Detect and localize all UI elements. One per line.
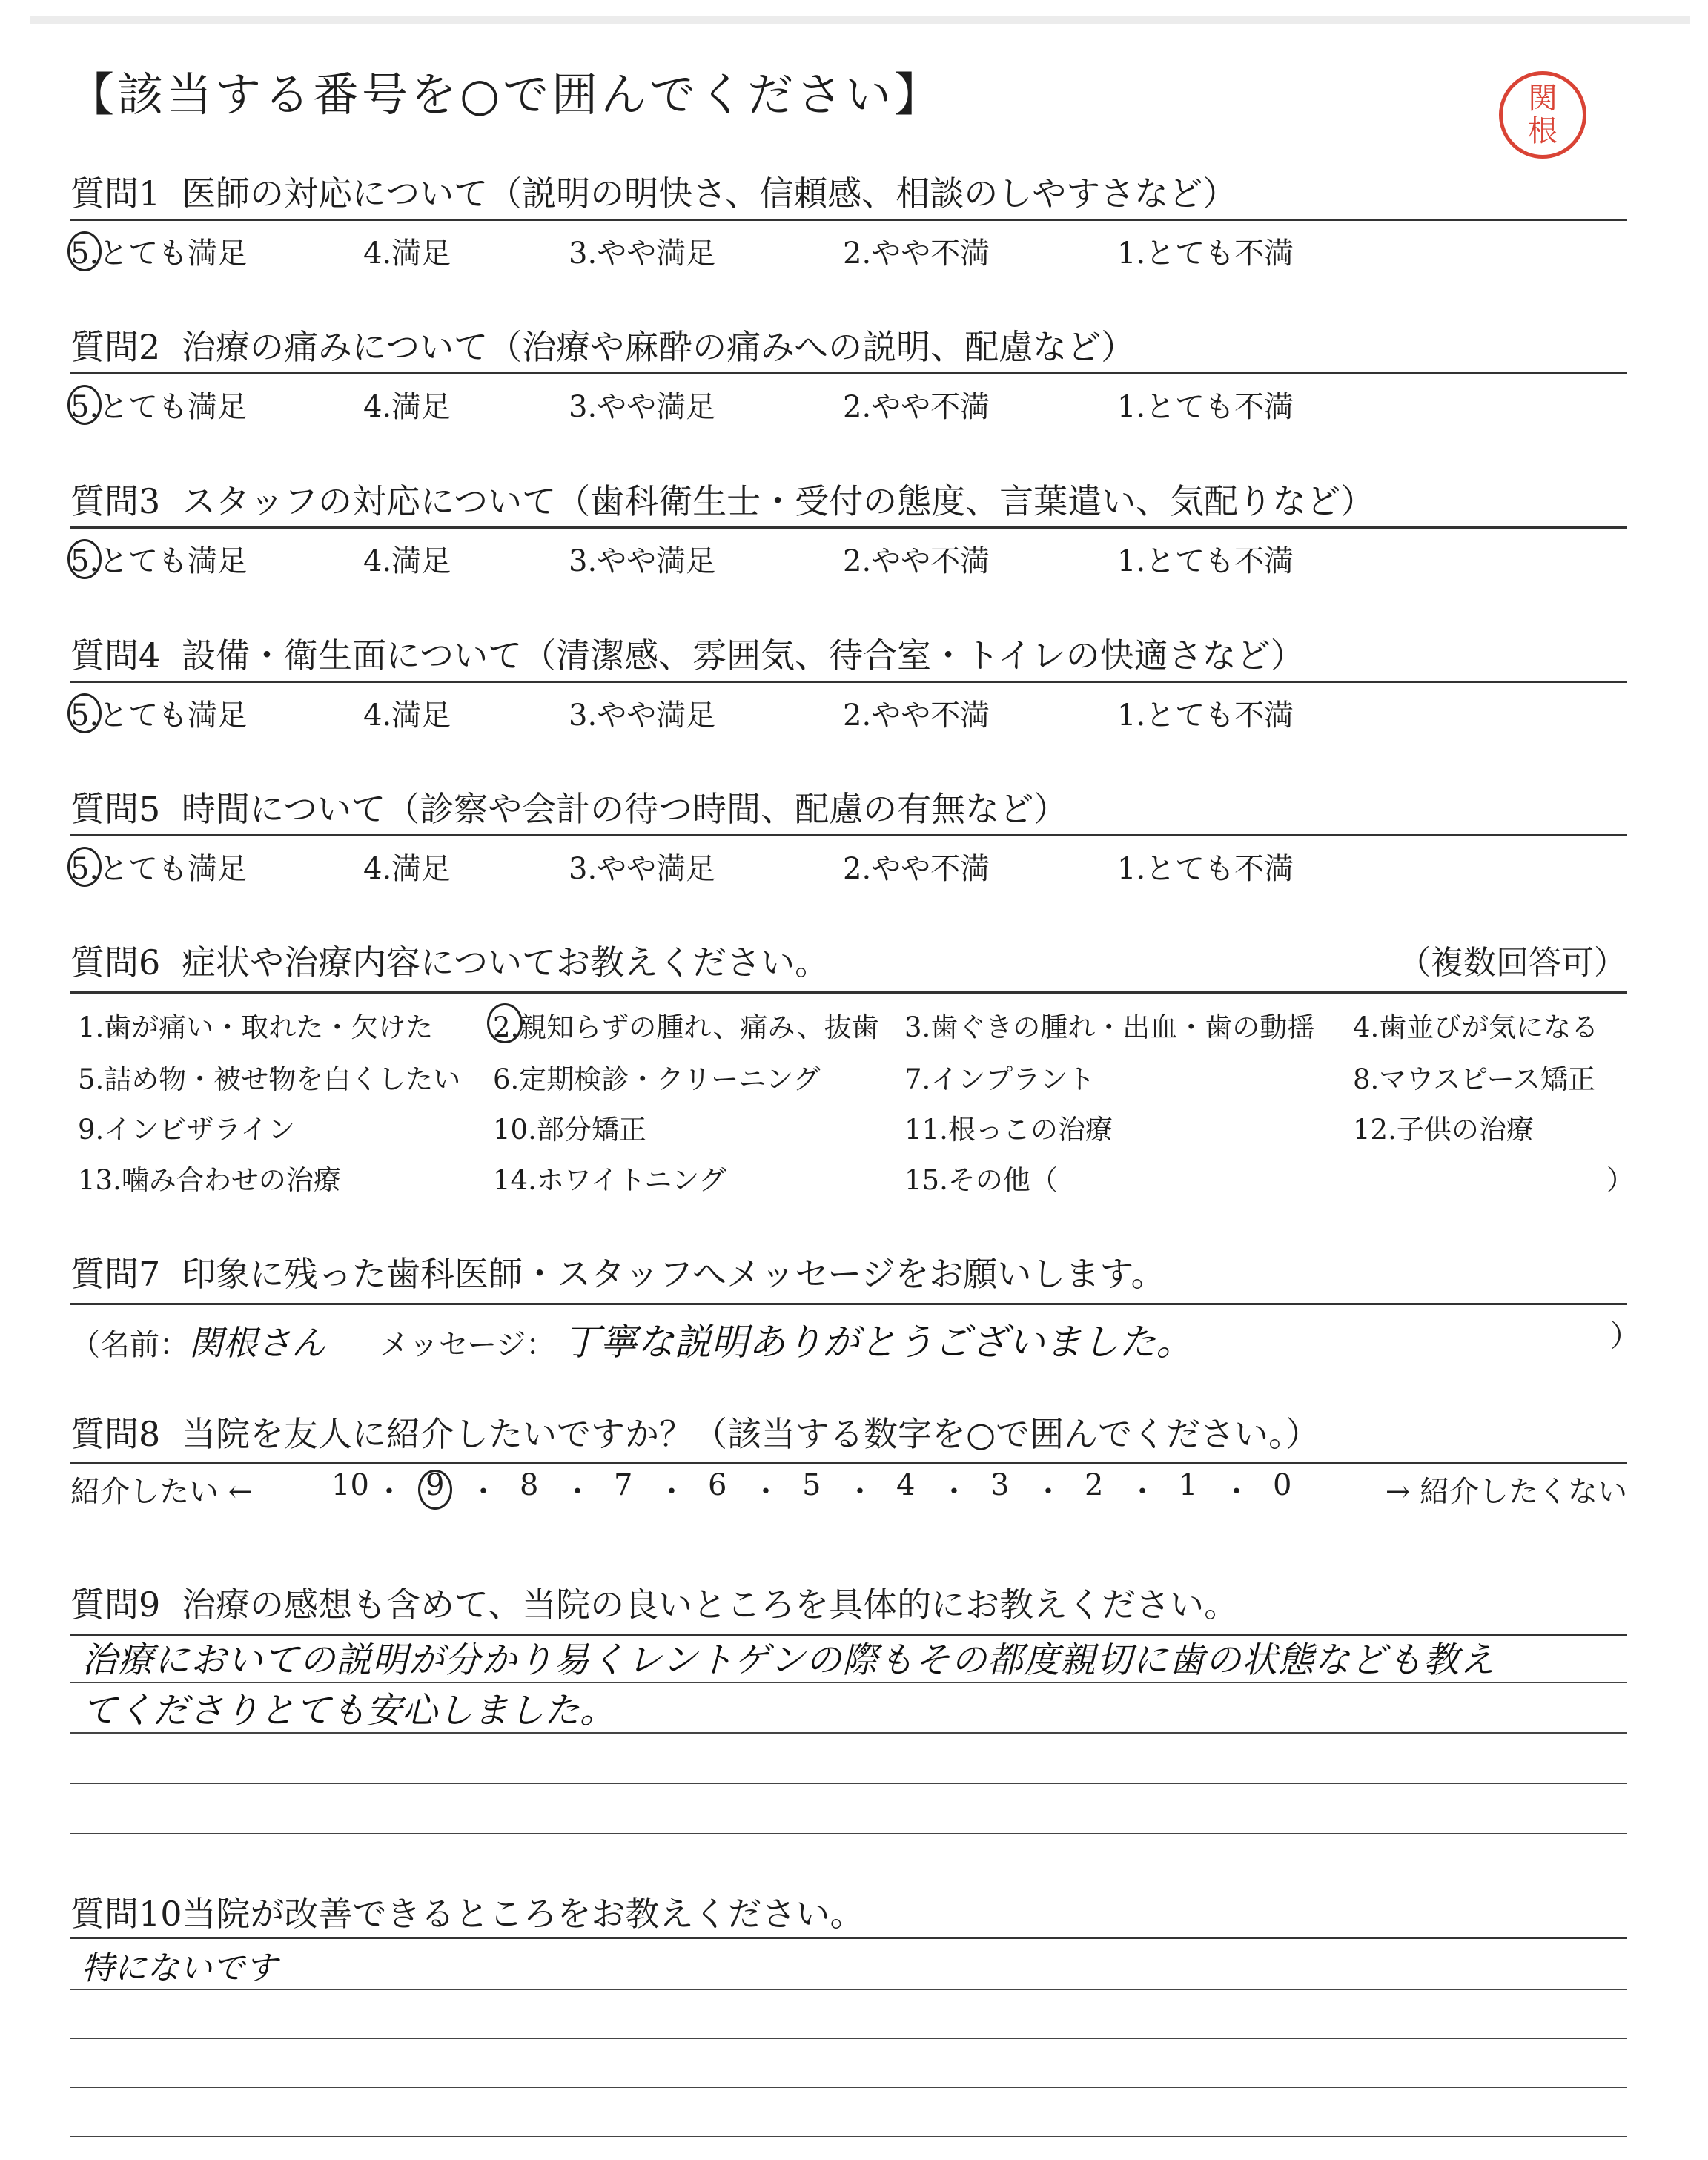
- question-text: 治療の感想も含めて、当院の良いところを具体的にお教えください。: [182, 1585, 1239, 1625]
- question-5-rule: [70, 834, 1627, 836]
- rating-option[interactable]: 3.やや満足: [569, 237, 716, 271]
- scale-value[interactable]: 8: [520, 1468, 539, 1502]
- question-10-title: [70, 1887, 864, 1936]
- scale-separator: ・: [939, 1475, 969, 1509]
- answer-line: [70, 1783, 1627, 1784]
- good-points-line-2[interactable]: てくださりとても安心しました。: [82, 1690, 616, 1731]
- rating-option[interactable]: 5.とても満足: [70, 692, 247, 734]
- scale-separator: ・: [563, 1475, 592, 1509]
- answer-line: [70, 1833, 1627, 1834]
- answer-line: [70, 1989, 1627, 1990]
- rating-option[interactable]: 4.満足: [363, 237, 451, 271]
- question-number: 質問5: [70, 789, 161, 829]
- symptom-option[interactable]: 4.歯並びが気になる: [1353, 1011, 1599, 1043]
- rating-options: [70, 692, 1627, 736]
- question-7-rule: [70, 1303, 1627, 1305]
- question-text: 症状や治療内容についてお教えください。: [182, 942, 830, 982]
- rating-option[interactable]: 1.とても不満: [1117, 698, 1294, 733]
- scale-value[interactable]: 6: [708, 1468, 727, 1502]
- rating-option[interactable]: 5.とても満足: [70, 383, 247, 426]
- question-1-rule: [70, 219, 1627, 221]
- scale-separator: ・: [751, 1475, 781, 1509]
- scale-separator: ・: [374, 1475, 404, 1509]
- symptom-option[interactable]: 10.部分矯正: [493, 1114, 646, 1146]
- symptom-option[interactable]: 14.ホワイトニング: [493, 1164, 726, 1196]
- question-4-title: [70, 629, 1305, 678]
- seal-char-1: 関: [1528, 82, 1558, 116]
- question-text: 医師の対応について（説明の明快さ、信頼感、相談のしやすさなど）: [182, 174, 1237, 214]
- question-text: 当院を友人に紹介したいですか？（該当する数字を○で囲んでください。）: [182, 1414, 1320, 1454]
- question-3-title: [70, 475, 1374, 524]
- scan-edge: [30, 16, 1690, 24]
- question-number: 質問7: [70, 1254, 161, 1294]
- question-text: スタッフの対応について（歯科衛生士・受付の態度、言葉遣い、気配りなど）: [182, 481, 1375, 521]
- recommend-scale: [70, 1468, 1627, 1510]
- scale-separator: ・: [657, 1475, 686, 1509]
- answer-line: [70, 2038, 1627, 2039]
- rating-option[interactable]: 5.とても満足: [70, 538, 247, 580]
- question-text: 印象に残った歯科医師・スタッフへメッセージをお願いします。: [182, 1254, 1165, 1294]
- question-2-title: [70, 320, 1135, 369]
- symptom-option[interactable]: 8.マウスピース矯正: [1353, 1063, 1595, 1095]
- close-paren: ）: [1610, 1319, 1640, 1353]
- rating-option[interactable]: 4.満足: [363, 544, 451, 578]
- question-text: 時間について（診察や会計の待つ時間、配慮の有無など）: [182, 789, 1068, 829]
- scale-separator: ・: [1128, 1475, 1157, 1509]
- question-1-title: [70, 167, 1237, 216]
- rating-options: [70, 230, 1627, 274]
- rating-option[interactable]: 4.満足: [363, 390, 451, 424]
- seal-char-2: 根: [1528, 114, 1558, 148]
- question-text: 設備・衛生面について（清潔感、雰囲気、待合室・トイレの快適さなど）: [182, 635, 1305, 676]
- scale-separator: ・: [845, 1475, 875, 1509]
- multiple-answer-note: （複数回答可）: [1398, 944, 1626, 982]
- name-label: （名前：: [70, 1328, 189, 1362]
- question-number: 質問6: [70, 942, 161, 982]
- question-9-title: [70, 1578, 1238, 1627]
- scale-separator: ・: [469, 1475, 498, 1509]
- question-8-rule: [70, 1462, 1627, 1464]
- scale-separator: ・: [1222, 1475, 1251, 1509]
- symptom-option[interactable]: 12.子供の治療: [1353, 1114, 1534, 1146]
- rating-option[interactable]: 1.とても不満: [1117, 852, 1294, 886]
- question-text: 治療の痛みについて（治療や麻酔の痛みへの説明、配慮など）: [182, 327, 1136, 367]
- scale-value[interactable]: 1: [1179, 1468, 1198, 1502]
- symptom-option[interactable]: 7.インプラント: [904, 1063, 1096, 1095]
- rating-option[interactable]: 3.やや満足: [569, 698, 716, 733]
- scale-value[interactable]: 4: [896, 1468, 916, 1502]
- question-text: 当院が改善できるところをお教えください。: [182, 1894, 864, 1934]
- rating-option[interactable]: 3.やや満足: [569, 544, 716, 578]
- message-row: [70, 1312, 1193, 1366]
- rating-options: [70, 845, 1627, 890]
- rating-option[interactable]: 1.とても不満: [1117, 237, 1294, 271]
- rating-option[interactable]: 1.とても不満: [1117, 390, 1294, 424]
- scale-value[interactable]: 10: [331, 1468, 369, 1502]
- question-2-rule: [70, 372, 1627, 374]
- rating-option[interactable]: 4.満足: [363, 852, 451, 886]
- page-header: 【該当する番号を○で囲んでください】: [68, 67, 944, 122]
- rating-options: [70, 383, 1627, 428]
- scale-value[interactable]: 9: [426, 1468, 445, 1502]
- question-number: 質問9: [70, 1585, 161, 1625]
- question-4-rule: [70, 681, 1627, 683]
- symptom-option[interactable]: 6.定期検診・クリーニング: [493, 1063, 821, 1095]
- question-10-rule: [70, 1937, 1627, 1939]
- question-number: 質問4: [70, 635, 161, 676]
- symptom-option[interactable]: 11.根っこの治療: [904, 1114, 1113, 1146]
- symptom-option[interactable]: 2.親知らずの腫れ、痛み、抜歯: [493, 1005, 879, 1045]
- rating-option[interactable]: 1.とても不満: [1117, 544, 1294, 578]
- symptom-option[interactable]: 5.詰め物・被せ物を白くしたい: [78, 1063, 461, 1095]
- scale-left-label: 紹介したい ←: [70, 1475, 254, 1509]
- rating-option[interactable]: 2.やや不満: [843, 544, 990, 578]
- seal-stamp: [1499, 71, 1586, 159]
- rating-option[interactable]: 5.とても満足: [70, 230, 247, 272]
- scale-separator: ・: [1033, 1475, 1063, 1509]
- other-close-paren: ）: [1606, 1164, 1634, 1196]
- scale-value[interactable]: 2: [1085, 1468, 1104, 1502]
- scale-value[interactable]: 0: [1273, 1468, 1292, 1502]
- rating-option[interactable]: 3.やや満足: [569, 390, 716, 424]
- scale-right-label: → 紹介したくない: [1385, 1475, 1627, 1509]
- rating-option[interactable]: 2.やや不満: [843, 698, 990, 733]
- rating-option[interactable]: 2.やや不満: [843, 237, 990, 271]
- good-points-line-1[interactable]: 治療においての説明が分かり易くレントゲンの際もその都度親切に歯の状態なども教え: [82, 1639, 1496, 1681]
- rating-options: [70, 538, 1627, 582]
- message-field[interactable]: 丁寧な説明ありがとうございました。: [563, 1321, 1194, 1364]
- symptom-option[interactable]: 1.歯が痛い・取れた・欠けた: [78, 1011, 434, 1043]
- answer-line: [70, 1732, 1627, 1734]
- symptom-option[interactable]: 15.その他（: [904, 1164, 1058, 1196]
- question-3-rule: [70, 526, 1627, 529]
- question-number: 質問1: [70, 174, 161, 214]
- rating-option[interactable]: 2.やや不満: [843, 852, 990, 886]
- message-label: メッセージ：: [379, 1328, 556, 1362]
- rating-option[interactable]: 4.満足: [363, 698, 451, 733]
- rating-option[interactable]: 2.やや不満: [843, 390, 990, 424]
- improvement-answer[interactable]: 特にないです: [82, 1949, 277, 1987]
- answer-line: [70, 2136, 1627, 2137]
- scale-value[interactable]: 3: [990, 1468, 1010, 1502]
- name-field[interactable]: 関根さん: [189, 1323, 325, 1363]
- symptom-option[interactable]: 13.噛み合わせの治療: [78, 1164, 341, 1196]
- scale-value[interactable]: 5: [802, 1468, 821, 1502]
- question-number: 質問3: [70, 481, 161, 521]
- symptom-option[interactable]: 9.インビザライン: [78, 1114, 296, 1146]
- question-6-title: [70, 936, 829, 985]
- question-7-title: [70, 1247, 1165, 1296]
- question-8-title: [70, 1407, 1320, 1456]
- rating-option[interactable]: 3.やや満足: [569, 852, 716, 886]
- answer-line: [70, 2087, 1627, 2088]
- question-5-title: [70, 782, 1068, 831]
- question-number: 質問2: [70, 327, 161, 367]
- question-6-rule: [70, 991, 1627, 994]
- rating-option[interactable]: 5.とても満足: [70, 845, 247, 888]
- question-number: 質問8: [70, 1414, 161, 1454]
- scale-value[interactable]: 7: [614, 1468, 633, 1502]
- symptom-option[interactable]: 3.歯ぐきの腫れ・出血・歯の動揺: [904, 1011, 1315, 1043]
- question-number: 質問10: [70, 1894, 182, 1934]
